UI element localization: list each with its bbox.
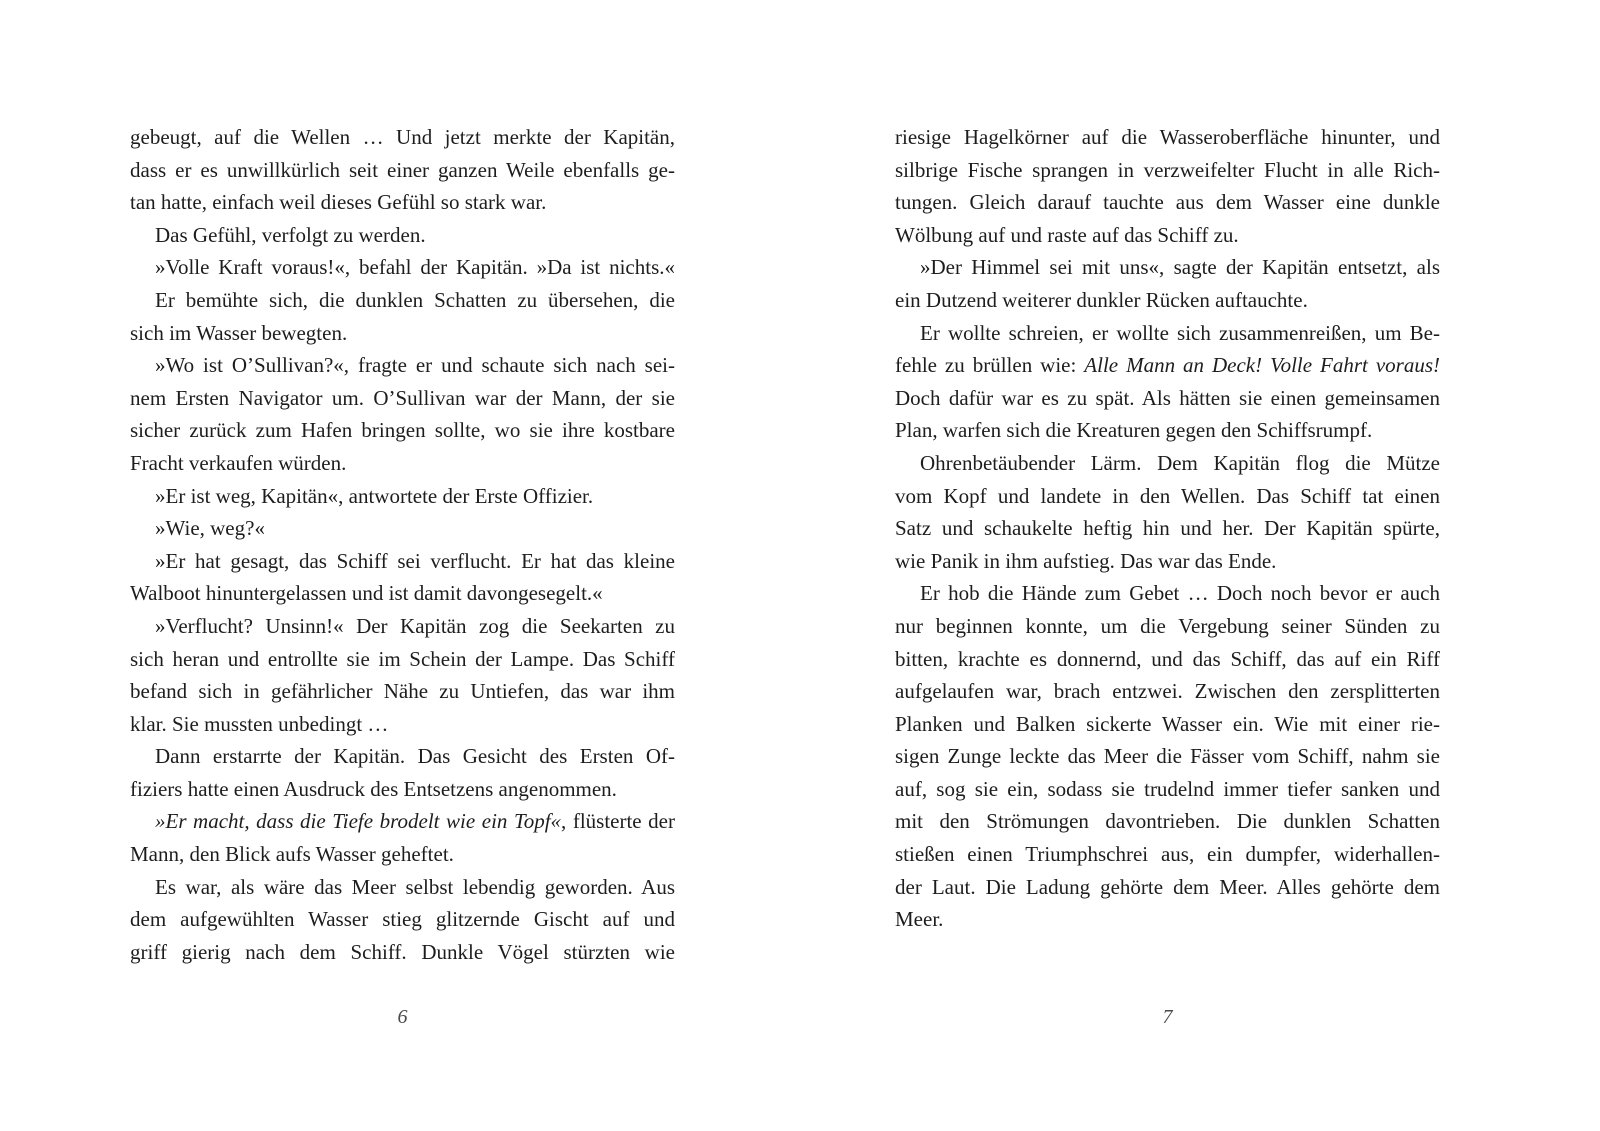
text-line <box>130 349 675 382</box>
text-line <box>130 871 675 904</box>
text-line <box>895 317 1440 350</box>
text-line <box>130 740 675 773</box>
body-text: fiziers hatte einen Ausdruck des Entsetzens angenommen. <box>130 776 617 801</box>
body-text: nur beginnen konnte, um die Vergebung seiner Sünden zu <box>895 613 1440 638</box>
body-text: klar. Sie mussten unbedingt … <box>130 711 389 736</box>
text-line <box>895 740 1440 773</box>
body-text: bitten, krachte es donnernd, und das Schiff, das auf ein Riff <box>895 646 1440 671</box>
body-text: sich heran und entrollte sie im Schein der Lampe. Das Schiff <box>130 646 675 671</box>
body-text: Doch dafür war es zu spät. Als hätten sie einen gemeinsamen <box>895 385 1440 410</box>
text-line <box>130 251 675 284</box>
text-line <box>130 512 675 545</box>
text-line <box>130 805 675 838</box>
body-text: sigen Zunge leckte das Meer die Fässer vom Schiff, nahm sie <box>895 744 1440 769</box>
text-line <box>895 382 1440 415</box>
text-line <box>895 610 1440 643</box>
body-text: Satz und schaukelte heftig hin und her. Der Kapitän spürte, <box>895 516 1440 541</box>
text-line <box>130 545 675 578</box>
text-line <box>130 382 675 415</box>
page-left-text <box>130 121 675 968</box>
body-text: mit den Strömungen davontrieben. Die dunklen Schatten <box>895 809 1440 834</box>
body-text: sich im Wasser bewegten. <box>130 320 348 345</box>
body-text: Wölbung auf und raste auf das Schiff zu. <box>895 222 1239 247</box>
text-line <box>895 675 1440 708</box>
body-text: tan hatte, einfach weil dieses Gefühl so stark war. <box>130 190 547 215</box>
body-text: Es war, als wäre das Meer selbst lebendig geworden. Aus <box>155 874 675 899</box>
text-line <box>130 773 675 806</box>
text-line <box>130 447 675 480</box>
body-text: ein Dutzend weiterer dunkler Rücken auftauchte. <box>895 287 1308 312</box>
body-text: Dann erstarrte der Kapitän. Das Gesicht des Ersten Of- <box>155 744 675 769</box>
text-line <box>130 936 675 969</box>
body-text: wie Panik in ihm aufstieg. Das war das Ende. <box>895 548 1277 573</box>
text-line <box>895 349 1440 382</box>
text-line <box>130 317 675 350</box>
text-line <box>895 121 1440 154</box>
text-line <box>130 708 675 741</box>
text-line <box>130 675 675 708</box>
body-text: »Der Himmel sei mit uns«, sagte der Kapitän entsetzt, als <box>920 255 1440 280</box>
text-line <box>130 154 675 187</box>
text-line <box>895 805 1440 838</box>
text-line <box>130 480 675 513</box>
text-line <box>895 284 1440 317</box>
text-line <box>895 251 1440 284</box>
body-text: Mann, den Blick aufs Wasser geheftet. <box>130 842 454 867</box>
body-text: dem aufgewühlten Wasser stieg glitzernde Gischt auf und <box>130 907 675 932</box>
text-line <box>895 871 1440 904</box>
body-text: Er wollte schreien, er wollte sich zusammenreißen, um Be- <box>920 320 1440 345</box>
text-line <box>130 643 675 676</box>
body-text: »Er hat gesagt, das Schiff sei verflucht. Er hat das kleine <box>155 548 675 573</box>
body-text: »Verflucht? Unsinn!« Der Kapitän zog die Seekarten zu <box>155 613 675 638</box>
italic-text: »Er macht, dass die Tiefe brodelt wie ein Topf« <box>155 809 562 834</box>
body-text: silbrige Fische sprangen in verzweifelter Flucht in alle Rich- <box>895 157 1440 182</box>
text-line <box>895 708 1440 741</box>
text-line <box>895 219 1440 252</box>
page-right-text <box>895 121 1440 936</box>
body-text: Das Gefühl, verfolgt zu werden. <box>155 222 426 247</box>
text-line <box>130 577 675 610</box>
text-line <box>895 480 1440 513</box>
body-text: »Er ist weg, Kapitän«, antwortete der Erste Offizier. <box>155 483 594 508</box>
body-text: Walboot hinuntergelassen und ist damit davongesegelt.« <box>130 581 603 606</box>
text-line <box>130 903 675 936</box>
body-text: der Laut. Die Ladung gehörte dem Meer. Alles gehörte dem <box>895 874 1440 899</box>
page-number-left: 6 <box>397 1006 408 1028</box>
text-line <box>130 610 675 643</box>
body-text: Er hob die Hände zum Gebet … Doch noch bevor er auch <box>920 581 1440 606</box>
body-text: befand sich in gefährlicher Nähe zu Untiefen, das war ihm <box>130 679 675 704</box>
body-text: »Wo ist O’Sullivan?«, fragte er und schaute sich nach sei- <box>155 353 675 378</box>
body-text: »Wie, weg?« <box>155 516 265 541</box>
body-text: auf, sog sie ein, sodass sie trudelnd immer tiefer sanken und <box>895 776 1440 801</box>
body-text: Ohrenbetäubender Lärm. Dem Kapitän flog die Mütze <box>920 450 1440 475</box>
text-line <box>895 186 1440 219</box>
body-text: gebeugt, auf die Wellen … Und jetzt merkte der Kapitän, <box>130 125 675 149</box>
text-line <box>895 838 1440 871</box>
text-line <box>895 447 1440 480</box>
text-line <box>895 414 1440 447</box>
body-text: nem Ersten Navigator um. O’Sullivan war der Mann, der sie <box>130 385 675 410</box>
text-line <box>895 643 1440 676</box>
text-line <box>130 838 675 871</box>
body-text: griff gierig nach dem Schiff. Dunkle Vögel stürzten wie <box>130 939 675 964</box>
text-line <box>895 773 1440 806</box>
body-text: Planken und Balken sickerte Wasser ein. Wie mit einer rie- <box>895 711 1440 736</box>
body-text: tungen. Gleich darauf tauchte aus dem Wasser eine dunkle <box>895 190 1440 215</box>
body-text: Meer. <box>895 907 944 932</box>
body-text: Plan, warfen sich die Kreaturen gegen den Schiffsrumpf. <box>895 418 1373 443</box>
body-text: Er bemühte sich, die dunklen Schatten zu übersehen, die <box>155 287 675 312</box>
body-text: dass er es unwillkürlich seit einer ganzen Weile ebenfalls ge- <box>130 157 675 182</box>
body-text: fehle zu brüllen wie: <box>895 353 1085 378</box>
body-text: Fracht verkaufen würden. <box>130 450 347 475</box>
body-text: riesige Hagelkörner auf die Wasseroberfläche hinunter, und <box>895 125 1440 149</box>
body-text: sicher zurück zum Hafen bringen sollte, wo sie ihre kostbare <box>130 418 675 443</box>
text-line <box>130 186 675 219</box>
text-line <box>895 577 1440 610</box>
body-text: , flüsterte der <box>561 809 675 834</box>
body-text: »Volle Kraft voraus!«, befahl der Kapitän. »Da ist nichts.« <box>155 255 675 280</box>
text-line <box>895 512 1440 545</box>
italic-text: Alle Mann an Deck! Volle Fahrt voraus! <box>1084 353 1440 378</box>
text-line <box>895 545 1440 578</box>
body-text: stießen einen Triumphschrei aus, ein dumpfer, widerhallen- <box>895 842 1440 867</box>
text-line <box>130 414 675 447</box>
body-text: aufgelaufen war, brach entzwei. Zwischen den zersplitterten <box>895 679 1440 704</box>
page-number-right: 7 <box>1162 1006 1173 1028</box>
text-line <box>130 219 675 252</box>
text-line <box>895 903 1440 936</box>
text-line <box>130 284 675 317</box>
body-text: vom Kopf und landete in den Wellen. Das Schiff tat einen <box>895 483 1440 508</box>
text-line <box>895 154 1440 187</box>
text-line <box>130 121 675 154</box>
